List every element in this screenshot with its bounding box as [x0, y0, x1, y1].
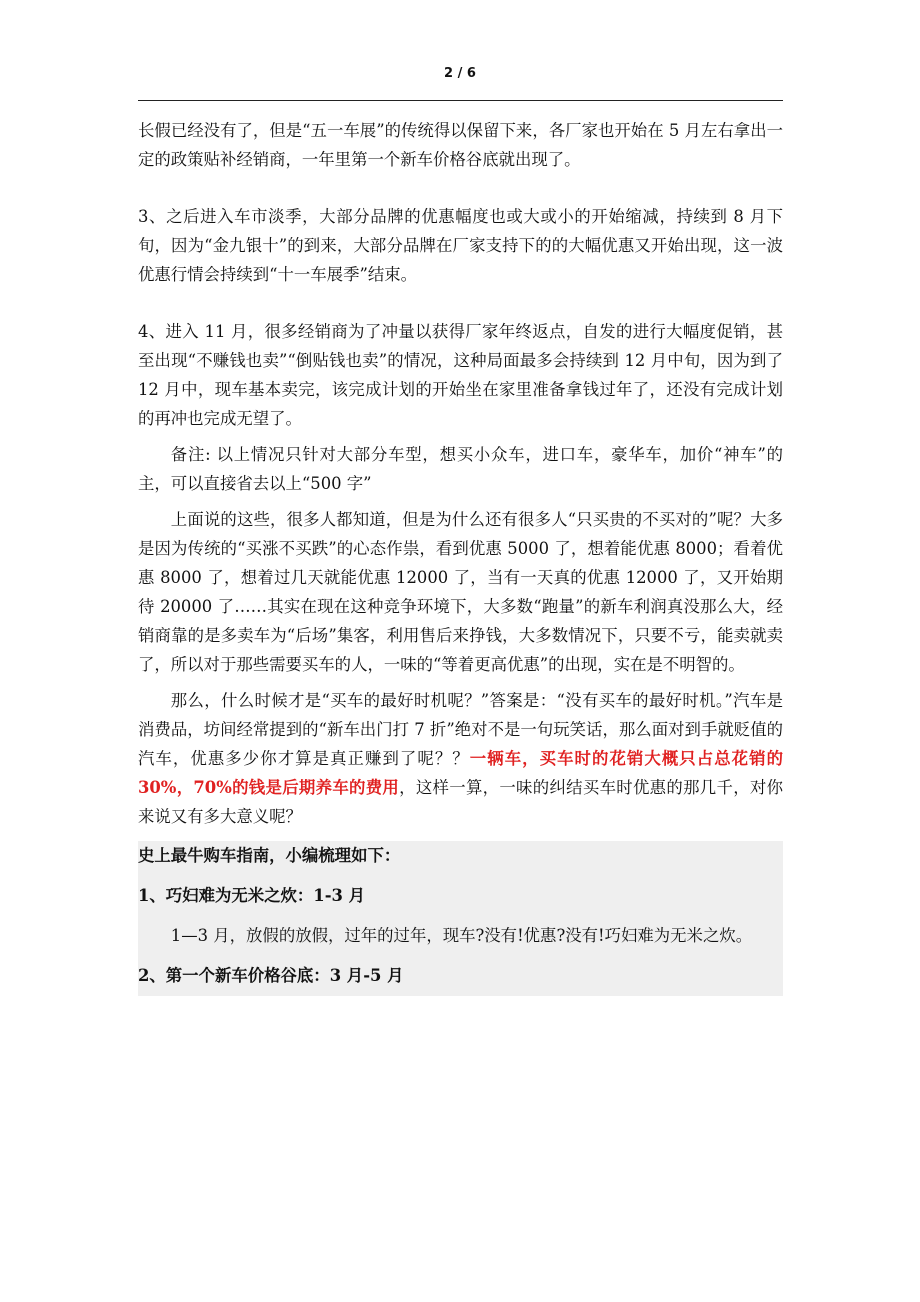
paragraph-6-highlight: 一辆车，买车时的花销大概只占总花销的 30%，70%的钱是后期养车的费用 [138, 749, 783, 797]
guide-title: 史上最牛购车指南，小编梳理如下： [138, 846, 401, 865]
paragraph-1: 长假已经没有了，但是“五一车展”的传统得以保留下来，各厂家也开始在 5 月左右拿出一定的政策贴补经销商，一年里第一个新车价格谷底就出现了。 [138, 121, 783, 169]
paragraph-2: 3、之后进入车市淡季，大部分品牌的优惠幅度也或大或小的开始缩减，持续到 8 月下旬，因为“金九银十”的到来，大部分品牌在厂家支持下的的大幅优惠又开始出现，这一波优惠行情会持续到“十一车展季”结束。 [138, 207, 783, 284]
guide-section [138, 841, 783, 996]
paragraph-6 [138, 686, 783, 831]
page-number: 2 / 6 [444, 66, 476, 81]
paragraph-6-end: ，这样一算，一味的纠结买车时优惠的那几千，对你来说又有多大意义呢？ [138, 778, 783, 826]
guide-section-1-heading: 1、巧妇难为无米之炊：1-3 月 [138, 886, 366, 905]
paragraph-4-note: 备注: 以上情况只针对大部分车型，想买小众车，进口车，豪华车，加价“神车”的主，可以直接省去以上“500 字” [138, 445, 783, 493]
paragraph-5: 上面说的这些，很多人都知道，但是为什么还有很多人“只买贵的不买对的”呢？大多是因为传统的“买涨不买跌”的心态作祟，看到优惠 5000 了，想着能优惠 8000；看着优惠 8000 了，想着过几天就能优惠 12000 了，当有一天真的优惠 12000 了，又开始期待 20000 了……其实在现在这种竞争环境下，大多数“跑量”的新车利润真没那么大，经销商靠的是多卖车为“后场”集客，利用售后来挣钱，大多数情况下，只要不亏，能卖就卖了，所以对于那些需要买车的人，一味的“等着更高优惠”的出现，实在是不明智的。 [138, 510, 783, 674]
guide-section-2-heading: 2、第一个新车价格谷底：3 月-5 月 [138, 966, 404, 985]
paragraph-6-start: 那么，什么时候才是“买车的最好时机呢？”答案是：“没有买车的最好时机。”汽车是消费品，坊间经常提到的“新车出门打 7 折”绝对不是一句玩笑话，那么面对到手就贬值的汽车，优惠多少你才算是真正赚到了呢？？ [138, 691, 783, 768]
paragraph-3: 4、进入 11 月，很多经销商为了冲量以获得厂家年终返点，自发的进行大幅度促销，甚至出现“不赚钱也卖”“倒贴钱也卖”的情况，这种局面最多会持续到 12 月中旬，因为到了 12 月中，现车基本卖完，该完成计划的开始坐在家里准备拿钱过年了，还没有完成计划的再冲也完成无望了。 [138, 322, 783, 428]
header-divider [138, 100, 783, 101]
document-body [138, 116, 783, 996]
guide-section-1-text: 1—3 月，放假的放假，过年的过年，现车?没有!优惠?没有!巧妇难为无米之炊。 [170, 926, 753, 945]
